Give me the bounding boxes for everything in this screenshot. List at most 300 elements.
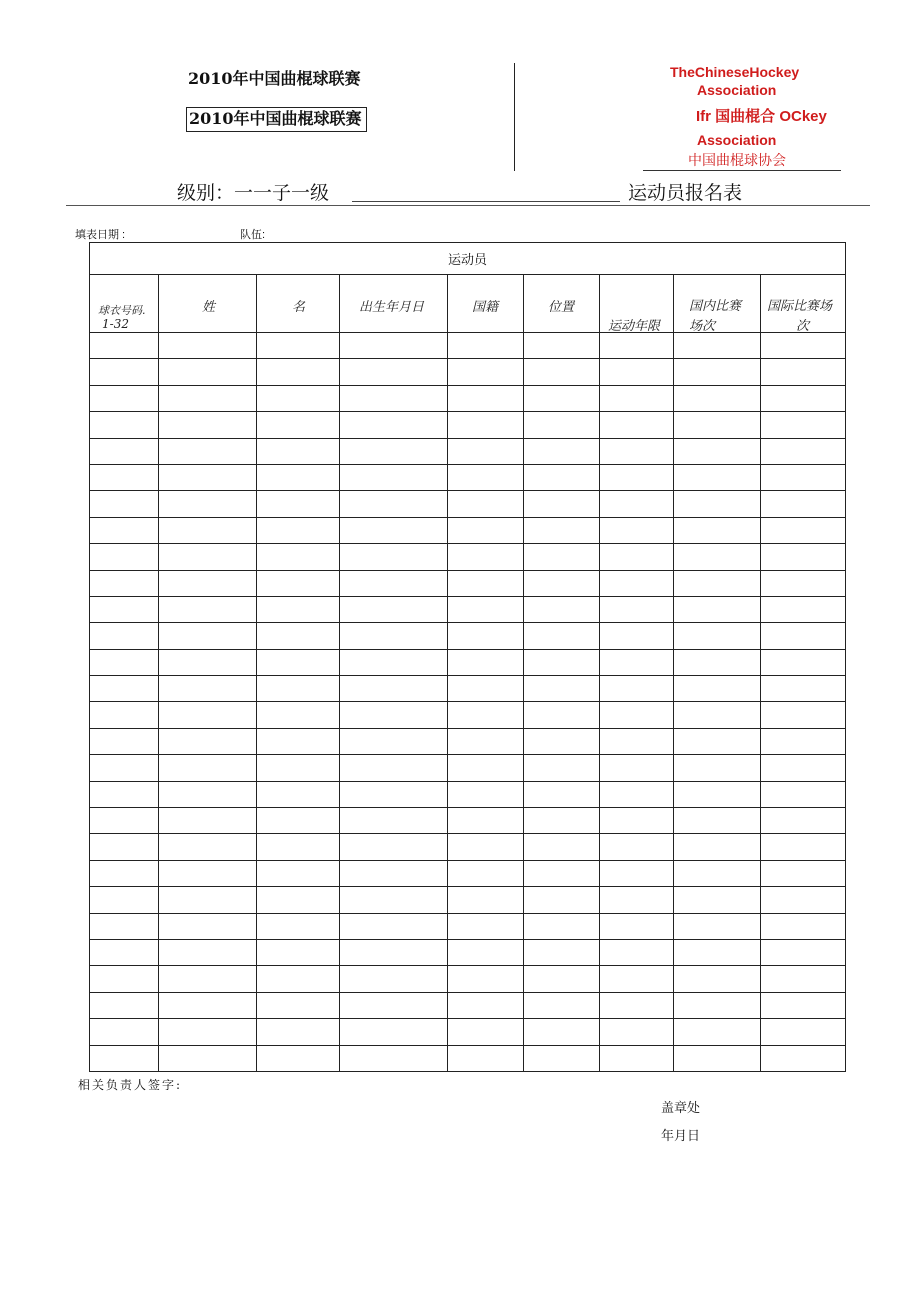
table-cell[interactable] <box>340 834 448 860</box>
table-cell[interactable] <box>761 517 846 543</box>
table-cell[interactable] <box>257 887 340 913</box>
table-cell[interactable] <box>600 834 674 860</box>
col-jersey-number-line2: 1-32 <box>102 317 129 331</box>
table-cell[interactable] <box>600 596 674 622</box>
association-name-line-3: Ifr 国曲棍合 OCkey <box>696 108 827 125</box>
table-cell[interactable] <box>761 808 846 834</box>
table-cell[interactable] <box>340 887 448 913</box>
col-given-name <box>257 275 340 333</box>
table-cell[interactable] <box>90 649 159 675</box>
table-cell[interactable] <box>90 570 159 596</box>
table-cell[interactable] <box>600 649 674 675</box>
association-name-line-1: TheChineseHockey <box>670 64 800 80</box>
table-cell[interactable] <box>340 438 448 464</box>
table-cell[interactable] <box>159 808 257 834</box>
col-years-active <box>600 275 674 333</box>
table-cell[interactable] <box>448 728 524 754</box>
table-cell[interactable] <box>159 1045 257 1071</box>
table-cell[interactable] <box>448 385 524 411</box>
table-cell[interactable] <box>600 992 674 1018</box>
table-cell[interactable] <box>448 359 524 385</box>
table-cell[interactable] <box>159 702 257 728</box>
table-cell[interactable] <box>340 570 448 596</box>
header-rule <box>66 205 870 206</box>
table-cell[interactable] <box>257 702 340 728</box>
table-cell[interactable] <box>159 412 257 438</box>
table-cell[interactable] <box>90 992 159 1018</box>
table-cell[interactable] <box>90 517 159 543</box>
table-cell[interactable] <box>257 1019 340 1045</box>
table-cell[interactable] <box>761 464 846 490</box>
table-cell[interactable] <box>90 385 159 411</box>
table-cell[interactable] <box>448 781 524 807</box>
table-cell[interactable] <box>257 860 340 886</box>
table-cell[interactable] <box>159 860 257 886</box>
table-cell[interactable] <box>761 596 846 622</box>
table-row <box>90 755 846 781</box>
table-cell[interactable] <box>90 438 159 464</box>
table-cell[interactable] <box>761 913 846 939</box>
table-cell[interactable] <box>524 333 600 359</box>
table-cell[interactable] <box>524 913 600 939</box>
table-cell[interactable] <box>674 438 761 464</box>
table-row <box>90 860 846 886</box>
table-cell[interactable] <box>159 517 257 543</box>
table-cell[interactable] <box>90 544 159 570</box>
table-cell[interactable] <box>761 887 846 913</box>
table-cell[interactable] <box>600 623 674 649</box>
table-cell[interactable] <box>257 570 340 596</box>
table-cell[interactable] <box>761 702 846 728</box>
table-cell[interactable] <box>524 623 600 649</box>
table-cell[interactable] <box>524 464 600 490</box>
table-cell[interactable] <box>674 781 761 807</box>
table-cell[interactable] <box>674 596 761 622</box>
table-cell[interactable] <box>340 755 448 781</box>
table-cell[interactable] <box>674 544 761 570</box>
table-cell[interactable] <box>159 834 257 860</box>
table-cell[interactable] <box>159 649 257 675</box>
table-cell[interactable] <box>159 913 257 939</box>
table-cell[interactable] <box>524 412 600 438</box>
table-cell[interactable] <box>524 781 600 807</box>
table-cell[interactable] <box>761 860 846 886</box>
table-cell[interactable] <box>257 412 340 438</box>
table-cell[interactable] <box>524 438 600 464</box>
table-cell[interactable] <box>600 570 674 596</box>
table-cell[interactable] <box>448 596 524 622</box>
table-cell[interactable] <box>159 939 257 965</box>
table-cell[interactable] <box>674 333 761 359</box>
table-cell[interactable] <box>159 570 257 596</box>
table-cell[interactable] <box>674 517 761 543</box>
table-cell[interactable] <box>761 1045 846 1071</box>
table-cell[interactable] <box>340 728 448 754</box>
table-cell[interactable] <box>600 544 674 570</box>
table-cell[interactable] <box>159 438 257 464</box>
table-cell[interactable] <box>257 992 340 1018</box>
table-cell[interactable] <box>674 728 761 754</box>
table-cell[interactable] <box>340 702 448 728</box>
table-cell[interactable] <box>674 412 761 438</box>
table-cell[interactable] <box>448 939 524 965</box>
table-row <box>90 544 846 570</box>
table-cell[interactable] <box>90 834 159 860</box>
table-cell[interactable] <box>600 966 674 992</box>
table-cell[interactable] <box>524 570 600 596</box>
table-cell[interactable] <box>524 702 600 728</box>
table-cell[interactable] <box>159 676 257 702</box>
table-cell[interactable] <box>600 385 674 411</box>
table-cell[interactable] <box>448 966 524 992</box>
table-cell[interactable] <box>761 649 846 675</box>
table-cell[interactable] <box>159 728 257 754</box>
table-cell[interactable] <box>600 517 674 543</box>
title-underline <box>352 201 620 202</box>
table-cell[interactable] <box>340 544 448 570</box>
table-cell[interactable] <box>90 781 159 807</box>
table-cell[interactable] <box>600 939 674 965</box>
association-name-line-2: Association <box>697 82 777 98</box>
table-cell[interactable] <box>600 755 674 781</box>
table-cell[interactable] <box>340 939 448 965</box>
table-cell[interactable] <box>340 596 448 622</box>
table-cell[interactable] <box>761 1019 846 1045</box>
table-cell[interactable] <box>340 1019 448 1045</box>
table-cell[interactable] <box>90 412 159 438</box>
table-cell[interactable] <box>524 385 600 411</box>
table-cell[interactable] <box>761 491 846 517</box>
table-cell[interactable] <box>448 702 524 728</box>
col-jersey-number-line1: 球衣号码. <box>98 304 146 317</box>
col-given-name-label: 名 <box>292 300 306 315</box>
col-nationality <box>448 275 524 333</box>
table-cell[interactable] <box>448 913 524 939</box>
table-cell[interactable] <box>674 1045 761 1071</box>
table-cell[interactable] <box>600 728 674 754</box>
table-cell[interactable] <box>340 676 448 702</box>
table-row <box>90 491 846 517</box>
col-international-matches-line2: 次 <box>796 319 810 334</box>
table-cell[interactable] <box>159 333 257 359</box>
table-cell[interactable] <box>600 1045 674 1071</box>
table-row <box>90 623 846 649</box>
association-underline <box>643 170 841 171</box>
table-cell[interactable] <box>90 939 159 965</box>
table-cell[interactable] <box>600 913 674 939</box>
seal-label: 盖章处 <box>661 1101 701 1116</box>
table-cell[interactable] <box>761 728 846 754</box>
table-cell[interactable] <box>448 834 524 860</box>
table-cell[interactable] <box>761 676 846 702</box>
table-cell[interactable] <box>448 438 524 464</box>
table-row <box>90 333 846 359</box>
table-cell[interactable] <box>159 1019 257 1045</box>
table-cell[interactable] <box>90 702 159 728</box>
table-cell[interactable] <box>90 913 159 939</box>
table-cell[interactable] <box>90 808 159 834</box>
table-cell[interactable] <box>674 1019 761 1045</box>
table-cell[interactable] <box>674 359 761 385</box>
table-cell[interactable] <box>524 939 600 965</box>
signature-label: 相关负责人签字: <box>78 1078 183 1092</box>
table-row <box>90 808 846 834</box>
table-cell[interactable] <box>448 623 524 649</box>
table-cell[interactable] <box>257 728 340 754</box>
table-cell[interactable] <box>159 359 257 385</box>
table-cell[interactable] <box>340 992 448 1018</box>
table-cell[interactable] <box>761 544 846 570</box>
table-cell[interactable] <box>761 333 846 359</box>
table-cell[interactable] <box>761 939 846 965</box>
table-cell[interactable] <box>159 491 257 517</box>
table-cell[interactable] <box>340 1045 448 1071</box>
table-cell[interactable] <box>159 755 257 781</box>
athlete-roster-table <box>89 242 846 1072</box>
table-cell[interactable] <box>257 834 340 860</box>
table-cell[interactable] <box>159 464 257 490</box>
table-cell[interactable] <box>524 860 600 886</box>
table-cell[interactable] <box>448 517 524 543</box>
table-cell[interactable] <box>524 491 600 517</box>
table-cell[interactable] <box>761 992 846 1018</box>
table-cell[interactable] <box>600 702 674 728</box>
col-surname <box>159 275 257 333</box>
table-cell[interactable] <box>674 623 761 649</box>
table-cell[interactable] <box>524 755 600 781</box>
table-cell[interactable] <box>524 728 600 754</box>
table-cell[interactable] <box>340 649 448 675</box>
table-row <box>90 913 846 939</box>
table-cell[interactable] <box>674 464 761 490</box>
table-cell[interactable] <box>257 596 340 622</box>
table-cell[interactable] <box>159 992 257 1018</box>
table-cell[interactable] <box>448 755 524 781</box>
date-label: 年月日 <box>661 1129 701 1144</box>
table-row <box>90 992 846 1018</box>
table-cell[interactable] <box>524 1019 600 1045</box>
table-cell[interactable] <box>524 676 600 702</box>
table-cell[interactable] <box>340 333 448 359</box>
table-row <box>90 517 846 543</box>
table-cell[interactable] <box>257 676 340 702</box>
table-row <box>90 702 846 728</box>
table-cell[interactable] <box>448 808 524 834</box>
table-cell[interactable] <box>674 939 761 965</box>
table-cell[interactable] <box>524 517 600 543</box>
table-cell[interactable] <box>524 966 600 992</box>
table-cell[interactable] <box>674 385 761 411</box>
table-cell[interactable] <box>159 544 257 570</box>
col-domestic-matches-line1: 国内比赛 <box>689 299 742 314</box>
table-cell[interactable] <box>90 596 159 622</box>
table-cell[interactable] <box>448 544 524 570</box>
table-cell[interactable] <box>600 860 674 886</box>
table-cell[interactable] <box>90 333 159 359</box>
table-cell[interactable] <box>448 992 524 1018</box>
table-row <box>90 359 846 385</box>
table-cell[interactable] <box>257 517 340 543</box>
table-cell[interactable] <box>257 781 340 807</box>
table-cell[interactable] <box>761 438 846 464</box>
table-cell[interactable] <box>448 570 524 596</box>
table-cell[interactable] <box>448 412 524 438</box>
table-cell[interactable] <box>674 887 761 913</box>
table-cell[interactable] <box>90 491 159 517</box>
table-row <box>90 781 846 807</box>
table-cell[interactable] <box>340 385 448 411</box>
table-cell[interactable] <box>340 623 448 649</box>
table-cell[interactable] <box>524 992 600 1018</box>
table-cell[interactable] <box>761 359 846 385</box>
table-cell[interactable] <box>524 544 600 570</box>
table-cell[interactable] <box>761 755 846 781</box>
table-cell[interactable] <box>257 359 340 385</box>
table-cell[interactable] <box>761 966 846 992</box>
table-cell[interactable] <box>674 570 761 596</box>
table-cell[interactable] <box>674 834 761 860</box>
table-cell[interactable] <box>257 544 340 570</box>
table-cell[interactable] <box>524 1045 600 1071</box>
table-row <box>90 385 846 411</box>
table-cell[interactable] <box>674 755 761 781</box>
table-cell[interactable] <box>448 491 524 517</box>
table-cell[interactable] <box>90 966 159 992</box>
table-cell[interactable] <box>159 623 257 649</box>
table-cell[interactable] <box>524 887 600 913</box>
table-row <box>90 412 846 438</box>
table-cell[interactable] <box>340 860 448 886</box>
table-cell[interactable] <box>257 939 340 965</box>
table-cell[interactable] <box>448 1019 524 1045</box>
table-cell[interactable] <box>159 887 257 913</box>
col-birth-date <box>340 275 448 333</box>
col-international-matches <box>761 275 846 333</box>
table-cell[interactable] <box>524 834 600 860</box>
title-line-2-boxed: 2010年中国曲棍球联赛 <box>186 107 367 132</box>
table-cell[interactable] <box>674 860 761 886</box>
table-cell[interactable] <box>448 464 524 490</box>
table-cell[interactable] <box>448 333 524 359</box>
table-cell[interactable] <box>257 913 340 939</box>
table-cell[interactable] <box>90 359 159 385</box>
table-cell[interactable] <box>600 412 674 438</box>
table-cell[interactable] <box>90 1019 159 1045</box>
table-cell[interactable] <box>524 808 600 834</box>
table-cell[interactable] <box>600 781 674 807</box>
table-cell[interactable] <box>600 464 674 490</box>
table-cell[interactable] <box>90 755 159 781</box>
table-cell[interactable] <box>524 649 600 675</box>
table-cell[interactable] <box>674 913 761 939</box>
table-cell[interactable] <box>257 333 340 359</box>
table-cell[interactable] <box>600 1019 674 1045</box>
table-cell[interactable] <box>257 649 340 675</box>
table-cell[interactable] <box>448 676 524 702</box>
table-cell[interactable] <box>257 966 340 992</box>
col-nationality-label: 国籍 <box>472 300 499 315</box>
table-cell[interactable] <box>674 491 761 517</box>
table-cell[interactable] <box>448 860 524 886</box>
table-cell[interactable] <box>674 676 761 702</box>
table-cell[interactable] <box>340 781 448 807</box>
table-cell[interactable] <box>340 808 448 834</box>
table-cell[interactable] <box>257 1045 340 1071</box>
col-surname-label: 姓 <box>202 300 216 315</box>
table-cell[interactable] <box>448 649 524 675</box>
table-cell[interactable] <box>257 755 340 781</box>
table-cell[interactable] <box>257 491 340 517</box>
table-cell[interactable] <box>761 834 846 860</box>
table-cell[interactable] <box>761 385 846 411</box>
table-cell[interactable] <box>761 412 846 438</box>
table-cell[interactable] <box>257 385 340 411</box>
table-cell[interactable] <box>159 781 257 807</box>
table-cell[interactable] <box>600 808 674 834</box>
table-cell[interactable] <box>257 464 340 490</box>
table-cell[interactable] <box>674 966 761 992</box>
table-cell[interactable] <box>600 887 674 913</box>
col-international-matches-line1: 国际比赛场 <box>767 299 833 314</box>
table-cell[interactable] <box>257 623 340 649</box>
table-cell[interactable] <box>257 808 340 834</box>
table-cell[interactable] <box>340 464 448 490</box>
table-cell[interactable] <box>761 570 846 596</box>
table-cell[interactable] <box>90 728 159 754</box>
table-cell[interactable] <box>524 359 600 385</box>
table-cell[interactable] <box>90 887 159 913</box>
table-cell[interactable] <box>600 333 674 359</box>
table-cell[interactable] <box>340 966 448 992</box>
table-cell[interactable] <box>600 438 674 464</box>
table-row <box>90 966 846 992</box>
table-cell[interactable] <box>159 966 257 992</box>
table-cell[interactable] <box>90 860 159 886</box>
table-cell[interactable] <box>90 623 159 649</box>
form-title: 运动员报名表 <box>628 182 743 204</box>
table-cell[interactable] <box>340 359 448 385</box>
association-name-chinese: 中国曲棍球协会 <box>688 152 786 168</box>
table-cell[interactable] <box>159 385 257 411</box>
table-cell[interactable] <box>674 992 761 1018</box>
table-cell[interactable] <box>674 702 761 728</box>
table-cell[interactable] <box>90 676 159 702</box>
col-domestic-matches <box>674 275 761 333</box>
table-cell[interactable] <box>524 596 600 622</box>
table-cell[interactable] <box>674 808 761 834</box>
table-cell[interactable] <box>761 623 846 649</box>
table-cell[interactable] <box>159 596 257 622</box>
table-cell[interactable] <box>90 464 159 490</box>
table-cell[interactable] <box>674 649 761 675</box>
association-name-line-4: Association <box>697 132 777 148</box>
table-cell[interactable] <box>340 517 448 543</box>
table-cell[interactable] <box>257 438 340 464</box>
table-cell[interactable] <box>600 491 674 517</box>
table-row <box>90 438 846 464</box>
table-cell[interactable] <box>761 781 846 807</box>
table-cell[interactable] <box>600 359 674 385</box>
col-birth-date-label: 出生年月日 <box>359 300 425 315</box>
table-cell[interactable] <box>90 1045 159 1071</box>
table-row <box>90 728 846 754</box>
table-cell[interactable] <box>448 887 524 913</box>
table-cell[interactable] <box>448 1045 524 1071</box>
table-cell[interactable] <box>340 412 448 438</box>
table-cell[interactable] <box>600 676 674 702</box>
table-cell[interactable] <box>340 913 448 939</box>
table-cell[interactable] <box>340 491 448 517</box>
